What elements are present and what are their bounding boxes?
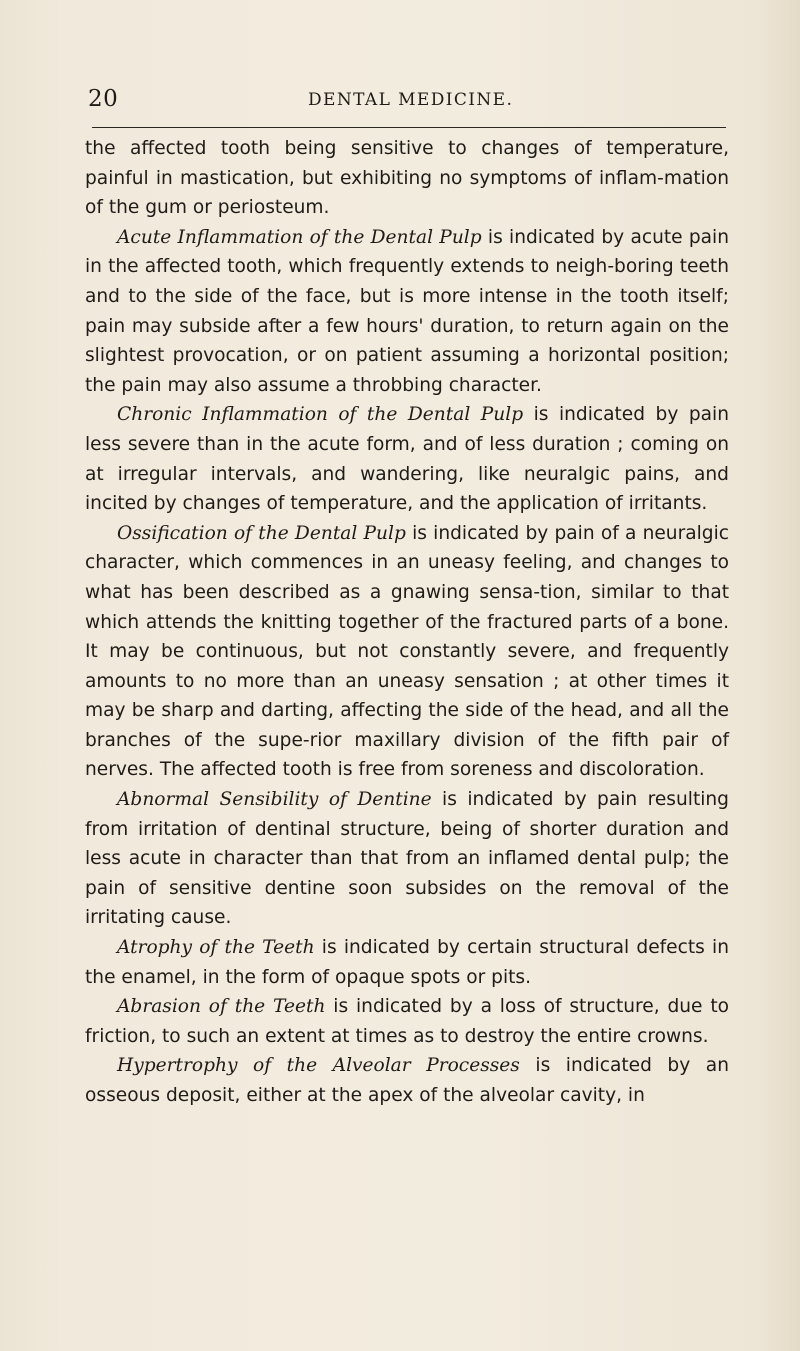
paragraph-term: Chronic Inflammation of the Dental Pulp [117, 404, 524, 426]
paragraph-term: Acute Inflammation of the Dental Pulp [117, 226, 482, 248]
paragraph-continuation [85, 134, 729, 223]
paragraph-text: is indicated by pain resulting from irritation of dentinal structure, being of shorter duration and less acute in character than that from an inflamed dental pulp; the pain of sensitive dentine soon subsides on the removal of the irritating cause. [85, 789, 729, 929]
page-header [88, 86, 728, 114]
paragraph-acute-inflammation [85, 223, 729, 401]
paragraph-text: is indicated by pain of a neuralgic character, which commences in an uneasy feeling, and changes to what has been described as a gnawing sensa-tion, similar to that which attends the knitting together of the fractured parts of a bone. It may be continuous, but not constantly severe, and frequently amounts to no more than an uneasy sensation ; at other times it may be sharp and darting, affecting the side of the head, and all the branches of the supe-rior maxillary division of the fifth pair of nerves. The affected tooth is free from soreness and discoloration. [85, 522, 729, 781]
header-rule [92, 127, 726, 128]
paragraph-text: the affected tooth being sensitive to changes of temperature, painful in mastication, but exhibiting no symptoms of inflam-mation of the gum or periosteum. [85, 138, 729, 219]
paragraph-text: is indicated by acute pain in the affected tooth, which frequently extends to neigh-boring teeth and to the side of the face, but is more intense in the tooth itself; pain may subside after a few hours' duration, to return again on the slightest provocation, or on patient assuming a horizontal position; the pain may also assume a throbbing character. [85, 226, 729, 396]
paragraph-term: Abnormal Sensibility of Dentine [117, 789, 432, 811]
paragraph-text: is indicated by certain structural defects in the enamel, in the form of opaque spots or pits. [85, 937, 729, 988]
paragraph-ossification [85, 519, 729, 785]
paragraph-term: Hypertrophy of the Alveolar Processes [117, 1055, 520, 1077]
paragraph-term: Abrasion of the Teeth [117, 996, 326, 1018]
paragraph-hypertrophy [85, 1051, 729, 1110]
paragraph-text: is indicated by pain less severe than in the acute form, and of less duration ; coming on at irregular intervals, and wandering, like neuralgic pains, and incited by changes of temperature, and the application of irritants. [85, 404, 729, 515]
paragraph-term: Ossification of the Dental Pulp [117, 522, 406, 544]
paragraph-text: is indicated by an osseous deposit, either at the apex of the alveolar cavity, in [85, 1055, 729, 1106]
paragraph-atrophy [85, 933, 729, 992]
running-title: DENTAL MEDICINE. [308, 90, 514, 110]
body-text [85, 134, 729, 1111]
paragraph-abnormal-sensibility [85, 785, 729, 933]
paragraph-text: is indicated by a loss of structure, due to friction, to such an extent at times as to destroy the entire crowns. [85, 996, 730, 1047]
paragraph-abrasion [85, 992, 729, 1051]
paragraph-term: Atrophy of the Teeth [117, 937, 315, 959]
page-number: 20 [88, 86, 119, 112]
paragraph-chronic-inflammation [85, 400, 729, 518]
